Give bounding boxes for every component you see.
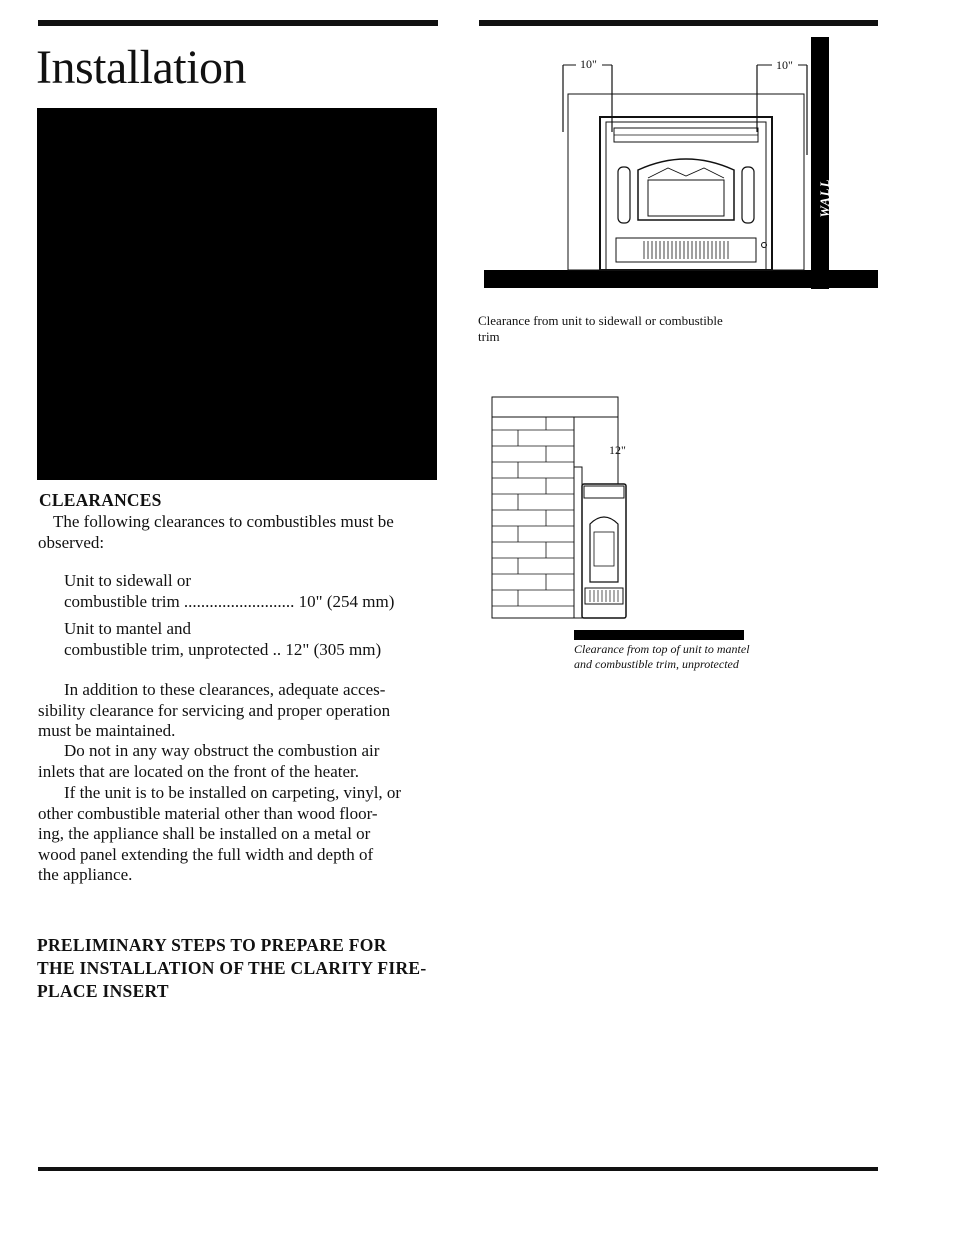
caption-line: Clearance from unit to sidewall or combustible (478, 313, 723, 328)
clearance-item-sidewall (64, 571, 434, 612)
clearance-item-value: combustible trim, unprotected .. 12" (305 mm) (64, 639, 382, 659)
para-line: other combustible material other than wood floor- (38, 803, 378, 823)
para-accessibility (38, 680, 438, 742)
clearances-heading: CLEARANCES (39, 490, 162, 510)
clearance-item-label: Unit to mantel and (64, 619, 192, 638)
para-line: must be maintained. (38, 721, 176, 740)
intro-line-1: The following clearances to combustibles must be (53, 512, 394, 531)
dim-label-left: 10" (580, 57, 597, 71)
top-rule-left (38, 20, 438, 26)
dim-label-right: 10" (776, 58, 793, 72)
heading-line: PLACE INSERT (37, 981, 169, 1001)
page-title: Installation (36, 41, 246, 94)
para-line: If the unit is to be installed on carpeting, vinyl, or (64, 783, 402, 802)
bottom-rule (38, 1167, 878, 1171)
clearances-intro (38, 512, 438, 553)
intro-line-2: observed: (38, 532, 105, 552)
para-floor (38, 783, 438, 886)
insert-frame (600, 117, 772, 270)
preliminary-heading (37, 934, 439, 1003)
para-line: inlets that are located on the front of the heater. (38, 761, 359, 781)
mantel-clearance-figure (488, 392, 750, 642)
sidewall-clearance-figure (478, 30, 880, 292)
heading-line: PRELIMINARY STEPS TO PREPARE FOR (37, 935, 387, 955)
wall-bar (811, 37, 829, 289)
mantel-shelf (492, 397, 618, 417)
heading-line: THE INSTALLATION OF THE CLARITY FIRE- (37, 958, 427, 978)
clearance-item-value: combustible trim .......................... 10" (254 mm) (64, 591, 395, 611)
para-line: ing, the appliance shall be installed on a metal or (38, 824, 371, 843)
para-line: Do not in any way obstruct the combustion air (64, 741, 380, 760)
caption-line: and combustible trim, unprotected (574, 657, 739, 671)
wall-label: WALL (817, 178, 832, 218)
para-line: In addition to these clearances, adequate acces- (64, 680, 386, 699)
para-line: the appliance. (38, 865, 133, 884)
black-image-panel (37, 108, 437, 480)
para-line: wood panel extending the full width and depth of (38, 844, 374, 864)
hearth-bar (574, 630, 744, 640)
clearance-item-mantel (64, 619, 434, 660)
caption-line: Clearance from top of unit to mantel (574, 642, 750, 656)
dim-label-12: 12" (609, 443, 626, 457)
para-line: sibility clearance for servicing and proper operation (38, 700, 391, 720)
caption-line: trim (478, 328, 500, 344)
top-rule-right (479, 20, 878, 26)
clearance-item-label: Unit to sidewall or (64, 571, 192, 590)
sidewall-caption (478, 313, 768, 344)
brick-wall (492, 417, 574, 618)
para-obstruct (38, 741, 438, 782)
insert-body (582, 484, 626, 618)
mantel-caption (574, 642, 784, 672)
